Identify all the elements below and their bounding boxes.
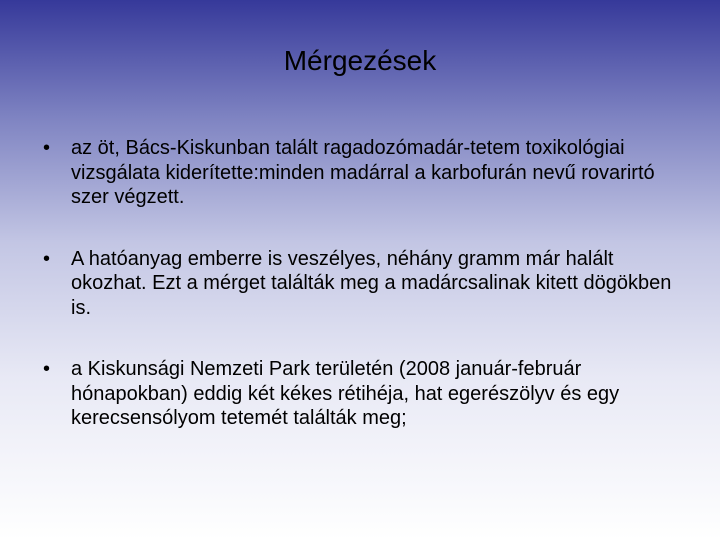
bullet-item-human-danger — [0, 247, 720, 321]
bullet-icon: • — [43, 358, 51, 380]
bullet-icon: • — [43, 137, 51, 159]
bullet-list — [0, 136, 720, 468]
slide-title: Mérgezések — [283, 45, 437, 76]
bullet-item-national-park — [0, 357, 720, 431]
bullet-item-carbofuran — [0, 136, 720, 210]
bullet-text: A hatóanyag emberre is veszélyes, néhány gramm már halált okozhat. Ezt a mérget találták meg a madárcsalinak kitett dögökben is. — [71, 247, 672, 319]
bullet-text: a Kiskunsági Nemzeti Park területén (2008 január-február hónapokban) eddig két kékes rétihéja, hat egerészölyv és egy kerecsensólyom tetemét találták meg; — [71, 358, 620, 429]
bullet-text: az öt, Bács-Kiskunban talált ragadozómadár-tetem toxikológiai vizsgálata kiderítette:minden madárral a karbofurán nevű rovarirtó szer végzett. — [71, 137, 655, 208]
bullet-icon: • — [43, 247, 51, 270]
